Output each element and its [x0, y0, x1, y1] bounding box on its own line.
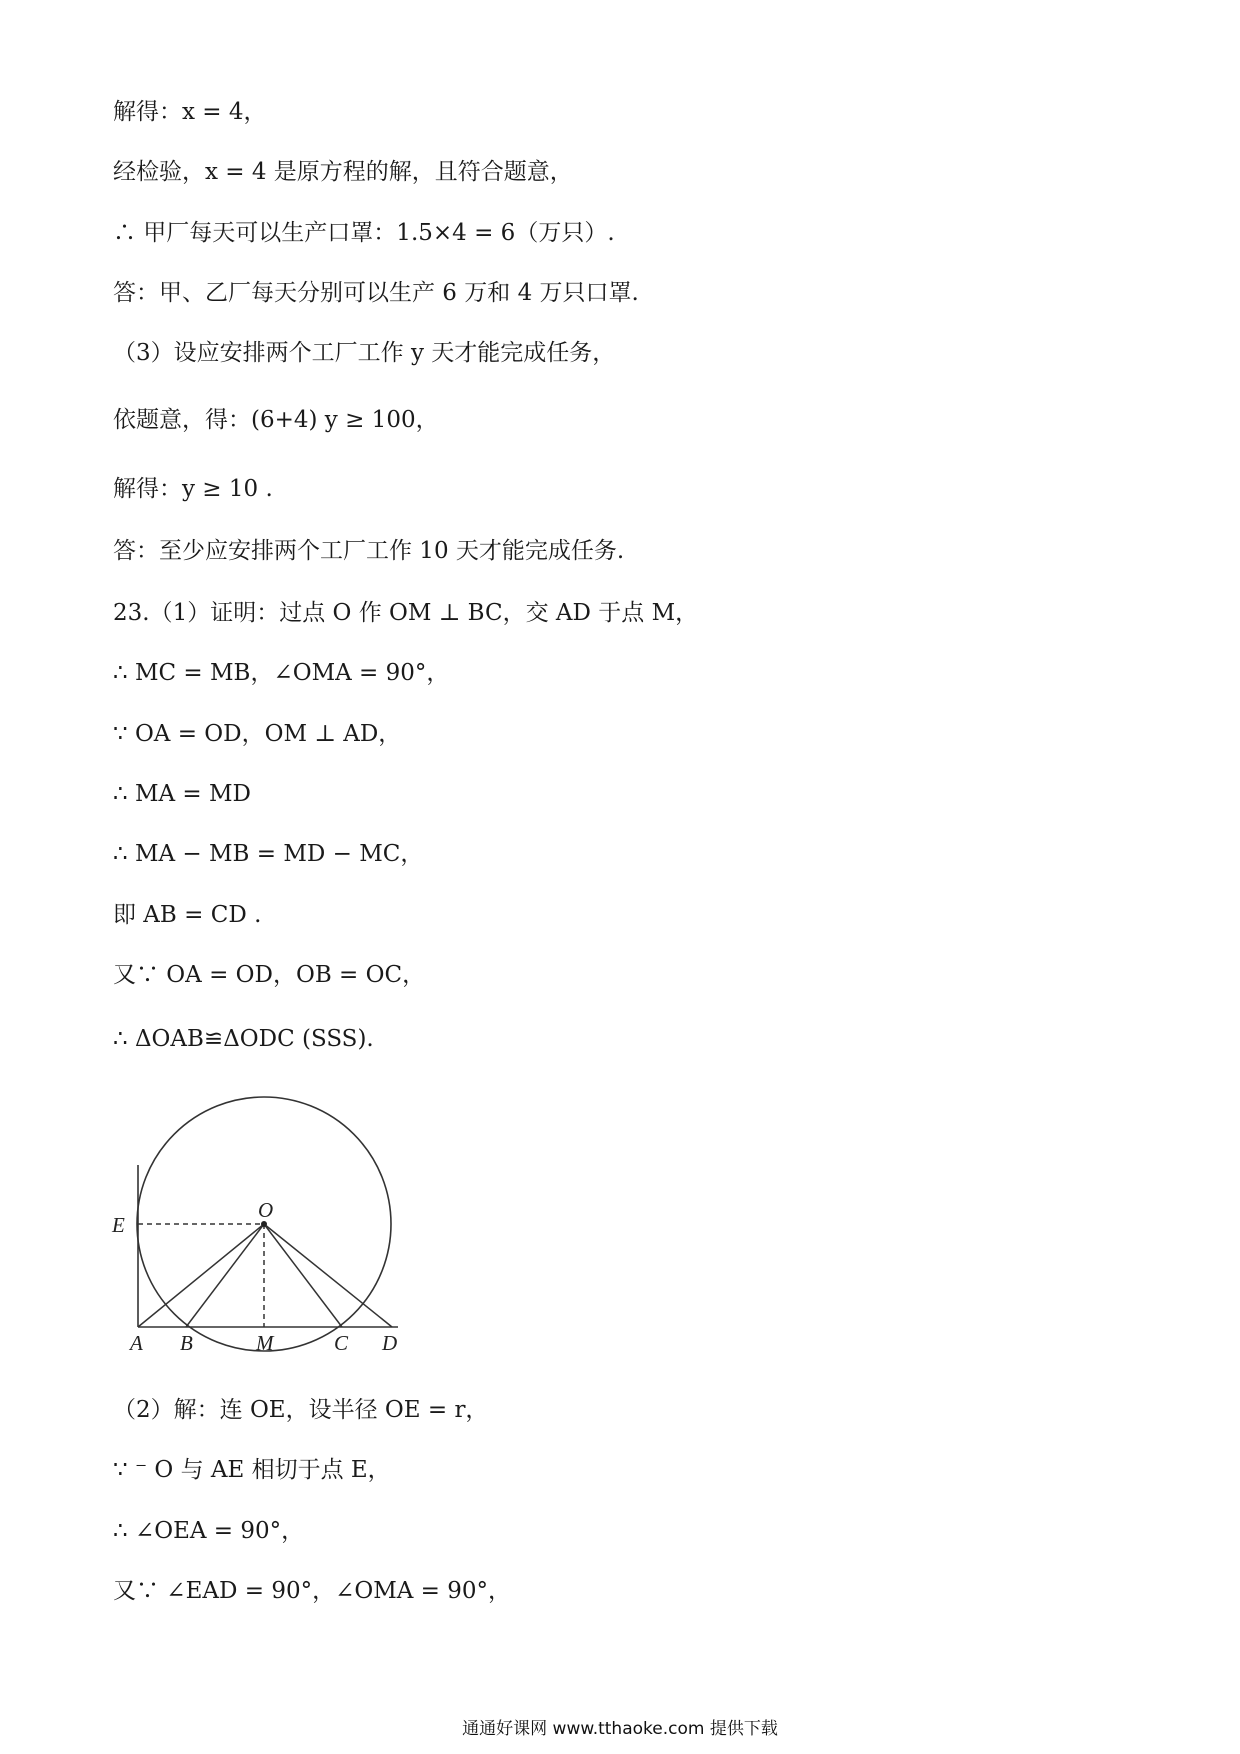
label-a: A — [130, 1331, 143, 1355]
geometry-figure — [108, 1085, 408, 1360]
solution-line-14: 即 AB = CD . — [113, 902, 262, 928]
solution-line-6: 依题意，得：(6+4) y ≥ 100， — [113, 407, 439, 433]
solution-line-13: ∴ MA − MB = MD − MC， — [113, 841, 424, 867]
solution-line-8: 答：至少应安排两个工厂工作 10 天才能完成任务. — [113, 538, 625, 564]
segment-od — [264, 1224, 392, 1327]
solution-line-20: 又∵ ∠EAD = 90°，∠OMA = 90°， — [113, 1578, 512, 1604]
solution-line-17: （2）解：连 OE，设半径 OE = r， — [113, 1397, 489, 1423]
solution-line-5: （3）设应安排两个工厂工作 y 天才能完成任务， — [113, 340, 616, 366]
label-o: O — [258, 1198, 274, 1222]
solution-line-7: 解得：y ≥ 10 . — [113, 476, 273, 502]
label-b: B — [180, 1331, 193, 1355]
page-footer: 通通好课网 www.tthaoke.com 提供下载 — [462, 1719, 778, 1739]
segment-oa — [138, 1224, 264, 1327]
solution-line-11: ∵ OA = OD，OM ⊥ AD， — [113, 721, 402, 747]
segment-ob — [186, 1224, 264, 1327]
solution-line-3: ∴ 甲厂每天可以生产口罩：1.5×4 = 6（万只）. — [113, 220, 615, 246]
solution-line-4: 答：甲、乙厂每天分别可以生产 6 万和 4 万只口罩. — [113, 280, 639, 306]
label-e: E — [112, 1213, 125, 1237]
solution-line-12: ∴ MA = MD — [113, 781, 251, 807]
label-d: D — [382, 1331, 398, 1355]
solution-line-1: 解得：x = 4， — [113, 99, 267, 125]
solution-line-15: 又∵ OA = OD，OB = OC， — [113, 962, 426, 988]
solution-line-10: ∴ MC = MB，∠OMA = 90°， — [113, 660, 450, 686]
solution-line-9: 23.（1）证明：过点 O 作 OM ⊥ BC，交 AD 于点 M， — [113, 600, 699, 626]
solution-line-18: ∵ ⁻ O 与 AE 相切于点 E， — [113, 1457, 391, 1483]
label-c: C — [334, 1331, 349, 1355]
solution-line-19: ∴ ∠OEA = 90°， — [113, 1518, 305, 1544]
label-m: M — [256, 1331, 274, 1355]
solution-line-16: ∴ ΔOAB≌ΔODC (SSS). — [113, 1026, 374, 1052]
segment-oc — [264, 1224, 342, 1327]
solution-line-2: 经检验，x = 4 是原方程的解，且符合题意， — [113, 159, 573, 185]
